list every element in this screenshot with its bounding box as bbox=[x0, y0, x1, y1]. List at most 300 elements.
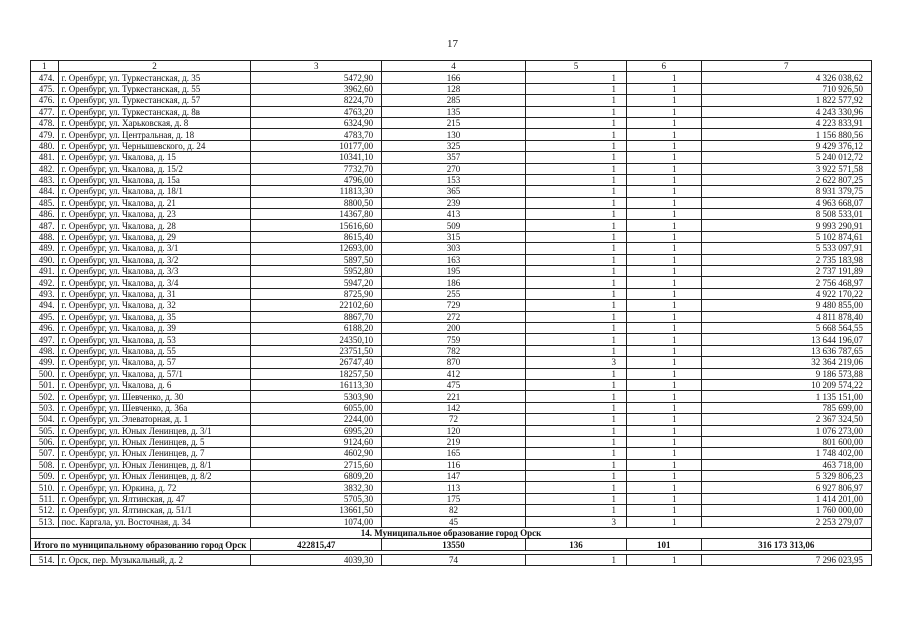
table-row bbox=[31, 266, 872, 277]
col5-value-cell: 1 bbox=[525, 95, 626, 106]
residents-cell: 120 bbox=[382, 425, 526, 436]
col5-value-cell: 1 bbox=[525, 493, 626, 504]
col6-value-cell: 1 bbox=[627, 436, 702, 447]
address-cell: г. Оренбург, ул. Туркестанская, д. 55 bbox=[58, 83, 251, 94]
row-number-cell: 505. bbox=[31, 425, 59, 436]
address-cell: г. Оренбург, ул. Юных Ленинцев, д. 5 bbox=[58, 436, 251, 447]
col5-value-cell: 1 bbox=[525, 471, 626, 482]
address-cell: г. Оренбург, ул. Чкалова, д. 23 bbox=[58, 209, 251, 220]
table-row bbox=[31, 95, 872, 106]
residents-cell: 357 bbox=[382, 152, 526, 163]
residents-cell: 195 bbox=[382, 266, 526, 277]
residents-cell: 509 bbox=[382, 220, 526, 231]
area-cell: 12693,00 bbox=[251, 243, 382, 254]
cost-cell: 1 076 273,00 bbox=[701, 425, 871, 436]
row-number-cell: 483. bbox=[31, 174, 59, 185]
col6-value-cell: 1 bbox=[627, 414, 702, 425]
residents-cell: 116 bbox=[382, 459, 526, 470]
area-cell: 5952,80 bbox=[251, 266, 382, 277]
residents-cell: 782 bbox=[382, 345, 526, 356]
area-cell: 4783,70 bbox=[251, 129, 382, 140]
table-row bbox=[31, 277, 872, 288]
table-row bbox=[31, 117, 872, 128]
area-cell: 6995,20 bbox=[251, 425, 382, 436]
area-cell: 5897,50 bbox=[251, 254, 382, 265]
col5-value-cell: 1 bbox=[525, 129, 626, 140]
row-number-cell: 510. bbox=[31, 482, 59, 493]
col5-value-cell: 1 bbox=[525, 174, 626, 185]
table-row bbox=[31, 436, 872, 447]
table-row bbox=[31, 402, 872, 413]
area-cell: 5472,90 bbox=[251, 72, 382, 83]
residents-cell: 165 bbox=[382, 448, 526, 459]
table-row bbox=[31, 334, 872, 345]
section-header-row bbox=[31, 528, 872, 539]
residents-cell: 255 bbox=[382, 288, 526, 299]
table-row bbox=[31, 186, 872, 197]
area-cell: 4763,20 bbox=[251, 106, 382, 117]
residents-cell: 186 bbox=[382, 277, 526, 288]
row-number-cell: 474. bbox=[31, 72, 59, 83]
area-cell: 7732,70 bbox=[251, 163, 382, 174]
table-row bbox=[31, 140, 872, 151]
col6-value-cell: 1 bbox=[627, 231, 702, 242]
col5-value-cell: 1 bbox=[525, 186, 626, 197]
col5-value-cell: 1 bbox=[525, 402, 626, 413]
col5-value-cell: 1 bbox=[525, 505, 626, 516]
residents-cell: 215 bbox=[382, 117, 526, 128]
cost-cell: 5 102 874,61 bbox=[701, 231, 871, 242]
total-residents: 13550 bbox=[382, 539, 526, 550]
area-cell: 15616,60 bbox=[251, 220, 382, 231]
address-cell: г. Оренбург, ул. Элеваторная, д. 1 bbox=[58, 414, 251, 425]
registry-table bbox=[30, 60, 872, 566]
row-number-cell: 506. bbox=[31, 436, 59, 447]
area-cell: 3832,30 bbox=[251, 482, 382, 493]
row-number-cell: 475. bbox=[31, 83, 59, 94]
area-cell: 2244,00 bbox=[251, 414, 382, 425]
cost-cell: 2 622 807,25 bbox=[701, 174, 871, 185]
col5-value-cell: 1 bbox=[525, 277, 626, 288]
row-number-cell: 484. bbox=[31, 186, 59, 197]
residents-cell: 315 bbox=[382, 231, 526, 242]
residents-cell: 113 bbox=[382, 482, 526, 493]
col5-value-cell: 3 bbox=[525, 516, 626, 527]
col5-value-cell: 1 bbox=[525, 379, 626, 390]
row-number-cell: 494. bbox=[31, 300, 59, 311]
col6-value-cell: 1 bbox=[627, 300, 702, 311]
residents-cell: 166 bbox=[382, 72, 526, 83]
table-row bbox=[31, 471, 872, 482]
column-header: 5 bbox=[525, 61, 626, 72]
cost-cell: 32 364 219,06 bbox=[701, 357, 871, 368]
col6-value-cell: 1 bbox=[627, 117, 702, 128]
residents-cell: 325 bbox=[382, 140, 526, 151]
col5-value-cell: 1 bbox=[525, 266, 626, 277]
row-number-cell: 489. bbox=[31, 243, 59, 254]
residents-cell: 272 bbox=[382, 311, 526, 322]
residents-cell: 870 bbox=[382, 357, 526, 368]
residents-cell: 163 bbox=[382, 254, 526, 265]
cost-cell: 2 253 279,07 bbox=[701, 516, 871, 527]
area-cell: 8867,70 bbox=[251, 311, 382, 322]
cost-cell: 4 243 330,96 bbox=[701, 106, 871, 117]
col6-value-cell: 1 bbox=[627, 368, 702, 379]
col6-value-cell: 1 bbox=[627, 391, 702, 402]
area-cell: 8725,90 bbox=[251, 288, 382, 299]
area-cell: 14367,80 bbox=[251, 209, 382, 220]
address-cell: г. Оренбург, ул. Центральная, д. 18 bbox=[58, 129, 251, 140]
table-row bbox=[31, 129, 872, 140]
area-cell: 13661,50 bbox=[251, 505, 382, 516]
cost-cell: 1 748 402,00 bbox=[701, 448, 871, 459]
col6-value-cell: 1 bbox=[627, 95, 702, 106]
table-row bbox=[31, 493, 872, 504]
address-cell: г. Оренбург, ул. Чкалова, д. 55 bbox=[58, 345, 251, 356]
cost-cell: 4 326 038,62 bbox=[701, 72, 871, 83]
cost-cell: 5 329 806,23 bbox=[701, 471, 871, 482]
table-row bbox=[31, 459, 872, 470]
col5-value-cell: 3 bbox=[525, 357, 626, 368]
cost-cell: 4 922 170,22 bbox=[701, 288, 871, 299]
area-cell: 8224,70 bbox=[251, 95, 382, 106]
cost-cell: 2 367 324,50 bbox=[701, 414, 871, 425]
row-number-cell: 492. bbox=[31, 277, 59, 288]
row-number-cell: 486. bbox=[31, 209, 59, 220]
residents-cell: 239 bbox=[382, 197, 526, 208]
cost-cell: 1 135 151,00 bbox=[701, 391, 871, 402]
residents-cell: 130 bbox=[382, 129, 526, 140]
col6-value-cell: 1 bbox=[627, 254, 702, 265]
residents-cell: 475 bbox=[382, 379, 526, 390]
address-cell: г. Оренбург, ул. Чкалова, д. 3/2 bbox=[58, 254, 251, 265]
row-number-cell: 478. bbox=[31, 117, 59, 128]
col5-value-cell: 1 bbox=[525, 163, 626, 174]
col6-value-cell: 1 bbox=[627, 140, 702, 151]
col5-value-cell: 1 bbox=[525, 459, 626, 470]
area-cell: 8800,50 bbox=[251, 197, 382, 208]
table-row bbox=[31, 300, 872, 311]
area-cell: 6324,90 bbox=[251, 117, 382, 128]
residents-cell: 45 bbox=[382, 516, 526, 527]
cost-cell: 4 223 833,91 bbox=[701, 117, 871, 128]
column-header: 7 bbox=[701, 61, 871, 72]
area-cell: 10341,10 bbox=[251, 152, 382, 163]
residents-cell: 412 bbox=[382, 368, 526, 379]
row-number-cell: 493. bbox=[31, 288, 59, 299]
col5-value-cell: 1 bbox=[525, 368, 626, 379]
row-number-cell: 476. bbox=[31, 95, 59, 106]
col5-value-cell: 1 bbox=[525, 72, 626, 83]
cost-cell: 1 156 880,56 bbox=[701, 129, 871, 140]
table-row bbox=[31, 345, 872, 356]
col6-value-cell: 1 bbox=[627, 345, 702, 356]
address-cell: г. Оренбург, ул. Чкалова, д. 6 bbox=[58, 379, 251, 390]
address-cell: г. Оренбург, ул. Шевченко, д. 30 bbox=[58, 391, 251, 402]
table-row bbox=[31, 243, 872, 254]
col6-value-cell: 1 bbox=[627, 72, 702, 83]
residents-cell: 303 bbox=[382, 243, 526, 254]
col6-value-cell: 1 bbox=[627, 482, 702, 493]
address-cell: г. Оренбург, ул. Чкалова, д. 15 bbox=[58, 152, 251, 163]
address-cell: г. Оренбург, ул. Чкалова, д. 32 bbox=[58, 300, 251, 311]
col6-value-cell: 1 bbox=[627, 129, 702, 140]
cost-cell: 4 811 878,40 bbox=[701, 311, 871, 322]
residents-cell: 729 bbox=[382, 300, 526, 311]
col6-value-cell: 1 bbox=[627, 197, 702, 208]
area-cell: 4602,90 bbox=[251, 448, 382, 459]
area-cell: 6809,20 bbox=[251, 471, 382, 482]
row-number-cell: 508. bbox=[31, 459, 59, 470]
area-cell: 2715,60 bbox=[251, 459, 382, 470]
table-row bbox=[31, 231, 872, 242]
col5-value-cell: 1 bbox=[525, 448, 626, 459]
col5-value-cell: 1 bbox=[525, 288, 626, 299]
col5-value-cell: 1 bbox=[525, 391, 626, 402]
column-header: 2 bbox=[58, 61, 251, 72]
cost-cell: 9 186 573,88 bbox=[701, 368, 871, 379]
residents-cell: 135 bbox=[382, 106, 526, 117]
col5-value-cell: 1 bbox=[525, 254, 626, 265]
table-row bbox=[31, 106, 872, 117]
address-cell: г. Оренбург, ул. Юных Ленинцев, д. 8/2 bbox=[58, 471, 251, 482]
table-row bbox=[31, 414, 872, 425]
address-cell: г. Оренбург, ул. Чкалова, д. 21 bbox=[58, 197, 251, 208]
area-cell: 10177,00 bbox=[251, 140, 382, 151]
address-cell: г. Оренбург, ул. Юных Ленинцев, д. 3/1 bbox=[58, 425, 251, 436]
residents-cell: 200 bbox=[382, 322, 526, 333]
col6-value-cell: 1 bbox=[627, 554, 702, 565]
table-row bbox=[31, 482, 872, 493]
col6-value-cell: 1 bbox=[627, 471, 702, 482]
row-number-cell: 481. bbox=[31, 152, 59, 163]
table-row bbox=[31, 505, 872, 516]
cost-cell: 3 922 571,58 bbox=[701, 163, 871, 174]
table-row bbox=[31, 209, 872, 220]
cost-cell: 13 636 787,65 bbox=[701, 345, 871, 356]
table-row bbox=[31, 391, 872, 402]
table-row bbox=[31, 554, 872, 565]
cost-cell: 8 931 379,75 bbox=[701, 186, 871, 197]
area-cell: 26747,40 bbox=[251, 357, 382, 368]
col6-value-cell: 1 bbox=[627, 152, 702, 163]
col5-value-cell: 1 bbox=[525, 197, 626, 208]
col6-value-cell: 1 bbox=[627, 459, 702, 470]
cost-cell: 6 927 806,97 bbox=[701, 482, 871, 493]
area-cell: 4039,30 bbox=[251, 554, 382, 565]
col6-value-cell: 1 bbox=[627, 448, 702, 459]
residents-cell: 175 bbox=[382, 493, 526, 504]
residents-cell: 82 bbox=[382, 505, 526, 516]
col5-value-cell: 1 bbox=[525, 436, 626, 447]
residents-cell: 142 bbox=[382, 402, 526, 413]
cost-cell: 1 414 201,00 bbox=[701, 493, 871, 504]
col5-value-cell: 1 bbox=[525, 243, 626, 254]
cost-cell: 10 209 574,22 bbox=[701, 379, 871, 390]
col6-value-cell: 1 bbox=[627, 425, 702, 436]
area-cell: 23751,50 bbox=[251, 345, 382, 356]
col6-value-cell: 1 bbox=[627, 163, 702, 174]
cost-cell: 4 963 668,07 bbox=[701, 197, 871, 208]
col6-value-cell: 1 bbox=[627, 357, 702, 368]
table-row bbox=[31, 357, 872, 368]
residents-cell: 285 bbox=[382, 95, 526, 106]
area-cell: 22102,60 bbox=[251, 300, 382, 311]
col6-value-cell: 1 bbox=[627, 83, 702, 94]
row-number-cell: 480. bbox=[31, 140, 59, 151]
col6-value-cell: 1 bbox=[627, 106, 702, 117]
col5-value-cell: 1 bbox=[525, 83, 626, 94]
address-cell: г. Оренбург, ул. Харьковская, д. 8 bbox=[58, 117, 251, 128]
address-cell: г. Оренбург, ул. Юркина, д. 72 bbox=[58, 482, 251, 493]
address-cell: г. Оренбург, ул. Чкалова, д. 3/3 bbox=[58, 266, 251, 277]
row-number-cell: 513. bbox=[31, 516, 59, 527]
col5-value-cell: 1 bbox=[525, 322, 626, 333]
col6-value-cell: 1 bbox=[627, 266, 702, 277]
residents-cell: 759 bbox=[382, 334, 526, 345]
row-number-cell: 500. bbox=[31, 368, 59, 379]
address-cell: г. Оренбург, ул. Чкалова, д. 3/4 bbox=[58, 277, 251, 288]
col5-value-cell: 1 bbox=[525, 152, 626, 163]
address-cell: г. Оренбург, ул. Чкалова, д. 28 bbox=[58, 220, 251, 231]
row-number-cell: 501. bbox=[31, 379, 59, 390]
column-number-row bbox=[31, 61, 872, 72]
cost-cell: 2 737 191,89 bbox=[701, 266, 871, 277]
col5-value-cell: 1 bbox=[525, 414, 626, 425]
cost-cell: 7 296 023,95 bbox=[701, 554, 871, 565]
residents-cell: 74 bbox=[382, 554, 526, 565]
row-number-cell: 511. bbox=[31, 493, 59, 504]
total-label: Итого по муниципальному образованию город Орск bbox=[31, 539, 251, 550]
residents-cell: 219 bbox=[382, 436, 526, 447]
address-cell: г. Оренбург, ул. Чкалова, д. 29 bbox=[58, 231, 251, 242]
cost-cell: 710 926,50 bbox=[701, 83, 871, 94]
row-number-cell: 514. bbox=[31, 554, 59, 565]
address-cell: г. Оренбург, ул. Шевченко, д. 36а bbox=[58, 402, 251, 413]
cost-cell: 5 533 097,91 bbox=[701, 243, 871, 254]
area-cell: 4796,00 bbox=[251, 174, 382, 185]
table-row bbox=[31, 379, 872, 390]
row-number-cell: 507. bbox=[31, 448, 59, 459]
col6-value-cell: 1 bbox=[627, 334, 702, 345]
total-col5: 136 bbox=[525, 539, 626, 550]
table-row bbox=[31, 311, 872, 322]
residents-cell: 128 bbox=[382, 83, 526, 94]
section-title: 14. Муниципальное образование город Орск bbox=[31, 528, 872, 539]
total-area: 422815,47 bbox=[251, 539, 382, 550]
cost-cell: 1 822 577,92 bbox=[701, 95, 871, 106]
col6-value-cell: 1 bbox=[627, 288, 702, 299]
col6-value-cell: 1 bbox=[627, 516, 702, 527]
col5-value-cell: 1 bbox=[525, 117, 626, 128]
table-row bbox=[31, 425, 872, 436]
row-number-cell: 499. bbox=[31, 357, 59, 368]
cost-cell: 5 668 564,55 bbox=[701, 322, 871, 333]
page-number: 17 bbox=[447, 38, 458, 50]
col5-value-cell: 1 bbox=[525, 554, 626, 565]
col6-value-cell: 1 bbox=[627, 174, 702, 185]
address-cell: г. Оренбург, ул. Чкалова, д. 3/1 bbox=[58, 243, 251, 254]
column-header: 4 bbox=[382, 61, 526, 72]
address-cell: г. Оренбург, ул. Юных Ленинцев, д. 8/1 bbox=[58, 459, 251, 470]
table-row bbox=[31, 174, 872, 185]
col6-value-cell: 1 bbox=[627, 243, 702, 254]
row-number-cell: 502. bbox=[31, 391, 59, 402]
row-number-cell: 498. bbox=[31, 345, 59, 356]
column-header: 3 bbox=[251, 61, 382, 72]
table-row bbox=[31, 72, 872, 83]
column-header: 6 bbox=[627, 61, 702, 72]
residents-cell: 270 bbox=[382, 163, 526, 174]
row-number-cell: 503. bbox=[31, 402, 59, 413]
residents-cell: 221 bbox=[382, 391, 526, 402]
address-cell: г. Оренбург, ул. Чкалова, д. 18/1 bbox=[58, 186, 251, 197]
cost-cell: 2 756 468,97 bbox=[701, 277, 871, 288]
area-cell: 5705,30 bbox=[251, 493, 382, 504]
col6-value-cell: 1 bbox=[627, 209, 702, 220]
area-cell: 1074,00 bbox=[251, 516, 382, 527]
col6-value-cell: 1 bbox=[627, 277, 702, 288]
row-number-cell: 512. bbox=[31, 505, 59, 516]
column-header: 1 bbox=[31, 61, 59, 72]
table-row bbox=[31, 197, 872, 208]
cost-cell: 8 508 533,01 bbox=[701, 209, 871, 220]
area-cell: 11813,30 bbox=[251, 186, 382, 197]
table-row bbox=[31, 152, 872, 163]
area-cell: 5947,20 bbox=[251, 277, 382, 288]
col5-value-cell: 1 bbox=[525, 231, 626, 242]
col5-value-cell: 1 bbox=[525, 345, 626, 356]
cost-cell: 801 600,00 bbox=[701, 436, 871, 447]
col6-value-cell: 1 bbox=[627, 311, 702, 322]
area-cell: 5303,90 bbox=[251, 391, 382, 402]
address-cell: г. Оренбург, ул. Чкалова, д. 57 bbox=[58, 357, 251, 368]
area-cell: 16113,30 bbox=[251, 379, 382, 390]
col6-value-cell: 1 bbox=[627, 493, 702, 504]
address-cell: г. Оренбург, ул. Чкалова, д. 39 bbox=[58, 322, 251, 333]
residents-cell: 413 bbox=[382, 209, 526, 220]
address-cell: г. Оренбург, ул. Чкалова, д. 31 bbox=[58, 288, 251, 299]
table-row bbox=[31, 322, 872, 333]
col6-value-cell: 1 bbox=[627, 322, 702, 333]
residents-cell: 72 bbox=[382, 414, 526, 425]
cost-cell: 5 240 012,72 bbox=[701, 152, 871, 163]
cost-cell: 785 699,00 bbox=[701, 402, 871, 413]
area-cell: 3962,60 bbox=[251, 83, 382, 94]
row-number-cell: 482. bbox=[31, 163, 59, 174]
address-cell: пос. Каргала, ул. Восточная, д. 34 bbox=[58, 516, 251, 527]
address-cell: г. Оренбург, ул. Чернышевского, д. 24 bbox=[58, 140, 251, 151]
residents-cell: 147 bbox=[382, 471, 526, 482]
col5-value-cell: 1 bbox=[525, 425, 626, 436]
address-cell: г. Оренбург, ул. Юных Ленинцев, д. 7 bbox=[58, 448, 251, 459]
row-number-cell: 504. bbox=[31, 414, 59, 425]
col5-value-cell: 1 bbox=[525, 300, 626, 311]
table-row bbox=[31, 254, 872, 265]
cost-cell: 9 993 290,91 bbox=[701, 220, 871, 231]
row-number-cell: 495. bbox=[31, 311, 59, 322]
address-cell: г. Оренбург, ул. Чкалова, д. 15а bbox=[58, 174, 251, 185]
address-cell: г. Оренбург, ул. Туркестанская, д. 57 bbox=[58, 95, 251, 106]
row-number-cell: 496. bbox=[31, 322, 59, 333]
col6-value-cell: 1 bbox=[627, 505, 702, 516]
table-row bbox=[31, 288, 872, 299]
row-number-cell: 485. bbox=[31, 197, 59, 208]
address-cell: г. Оренбург, ул. Чкалова, д. 53 bbox=[58, 334, 251, 345]
col5-value-cell: 1 bbox=[525, 482, 626, 493]
area-cell: 6055,00 bbox=[251, 402, 382, 413]
area-cell: 24350,10 bbox=[251, 334, 382, 345]
